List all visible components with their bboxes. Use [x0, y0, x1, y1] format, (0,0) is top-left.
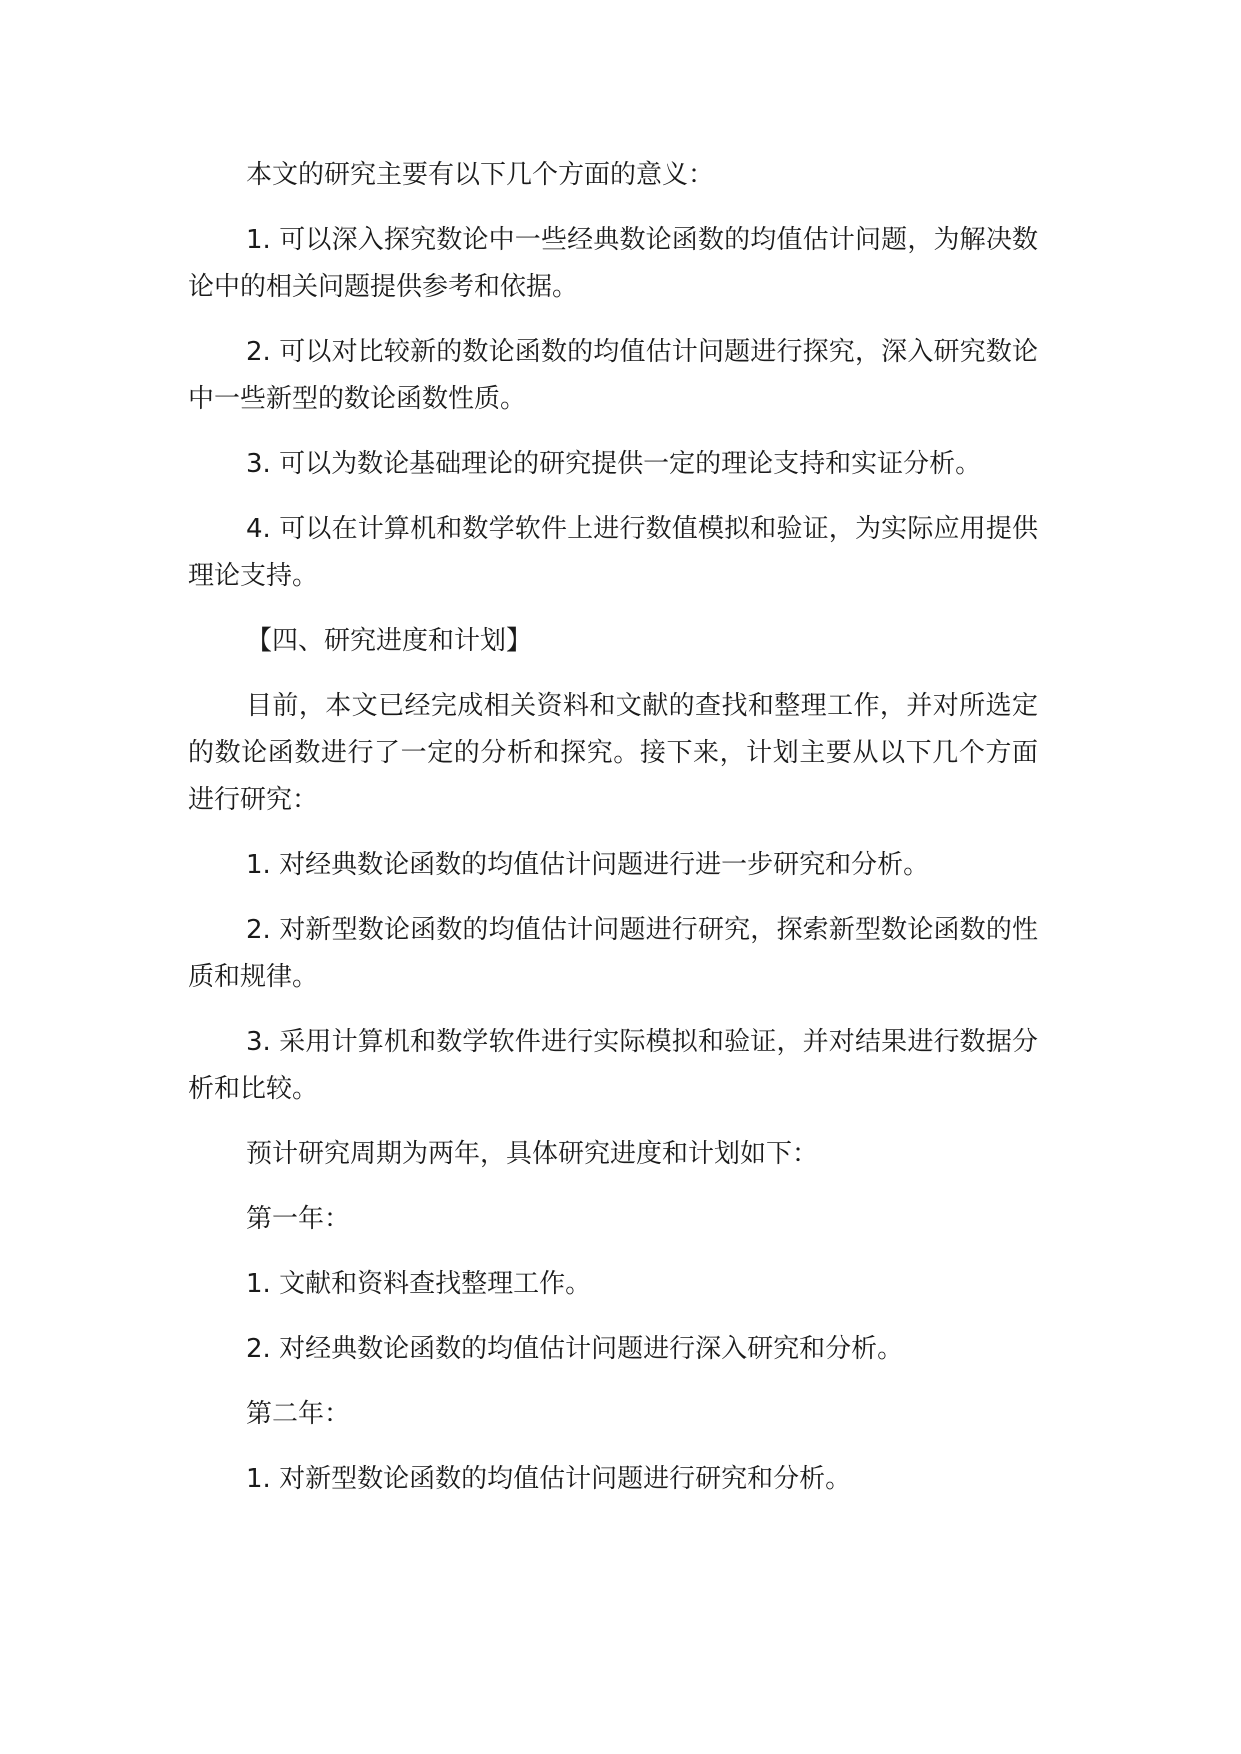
- paragraph-significance-3: 3. 可以为数论基础理论的研究提供一定的理论支持和实证分析。: [246, 449, 982, 479]
- paragraph-current-status: 目前，本文已经完成相关资料和文献的查找和整理工作，并对所选定的数论函数进行了一定的分析和探究。接下来，计划主要从以下几个方面进行研究：: [188, 691, 1038, 815]
- paragraph-plan-1: 1. 对经典数论函数的均值估计问题进行进一步研究和分析。: [246, 850, 930, 880]
- paragraph-plan-2: 2. 对新型数论函数的均值估计问题进行研究，探索新型数论函数的性质和规律。: [188, 915, 1038, 992]
- paragraph-year-one-item-2: 2. 对经典数论函数的均值估计问题进行深入研究和分析。: [246, 1334, 904, 1364]
- paragraph-significance-intro: 本文的研究主要有以下几个方面的意义：: [246, 160, 715, 190]
- paragraph-year-one-label: 第一年：: [246, 1204, 351, 1234]
- document-body: [188, 152, 1038, 1521]
- paragraph-year-two-item-1: 1. 对新型数论函数的均值估计问题进行研究和分析。: [246, 1464, 852, 1494]
- paragraph-significance-2: 2. 可以对比较新的数论函数的均值估计问题进行探究，深入研究数论中一些新型的数论函数性质。: [188, 337, 1038, 414]
- paragraph-significance-4: 4. 可以在计算机和数学软件上进行数值模拟和验证，为实际应用提供理论支持。: [188, 514, 1038, 591]
- paragraph-year-one-item-1: 1. 文献和资料查找整理工作。: [246, 1269, 592, 1299]
- paragraph-schedule-intro: 预计研究周期为两年，具体研究进度和计划如下：: [246, 1139, 819, 1169]
- paragraph-year-two-label: 第二年：: [246, 1399, 351, 1429]
- paragraph-significance-1: 1. 可以深入探究数论中一些经典数论函数的均值估计问题，为解决数论中的相关问题提供参考和依据。: [188, 225, 1038, 302]
- paragraph-plan-3: 3. 采用计算机和数学软件进行实际模拟和验证，并对结果进行数据分析和比较。: [188, 1027, 1038, 1104]
- section-heading-progress-plan: 【四、研究进度和计划】: [246, 626, 533, 656]
